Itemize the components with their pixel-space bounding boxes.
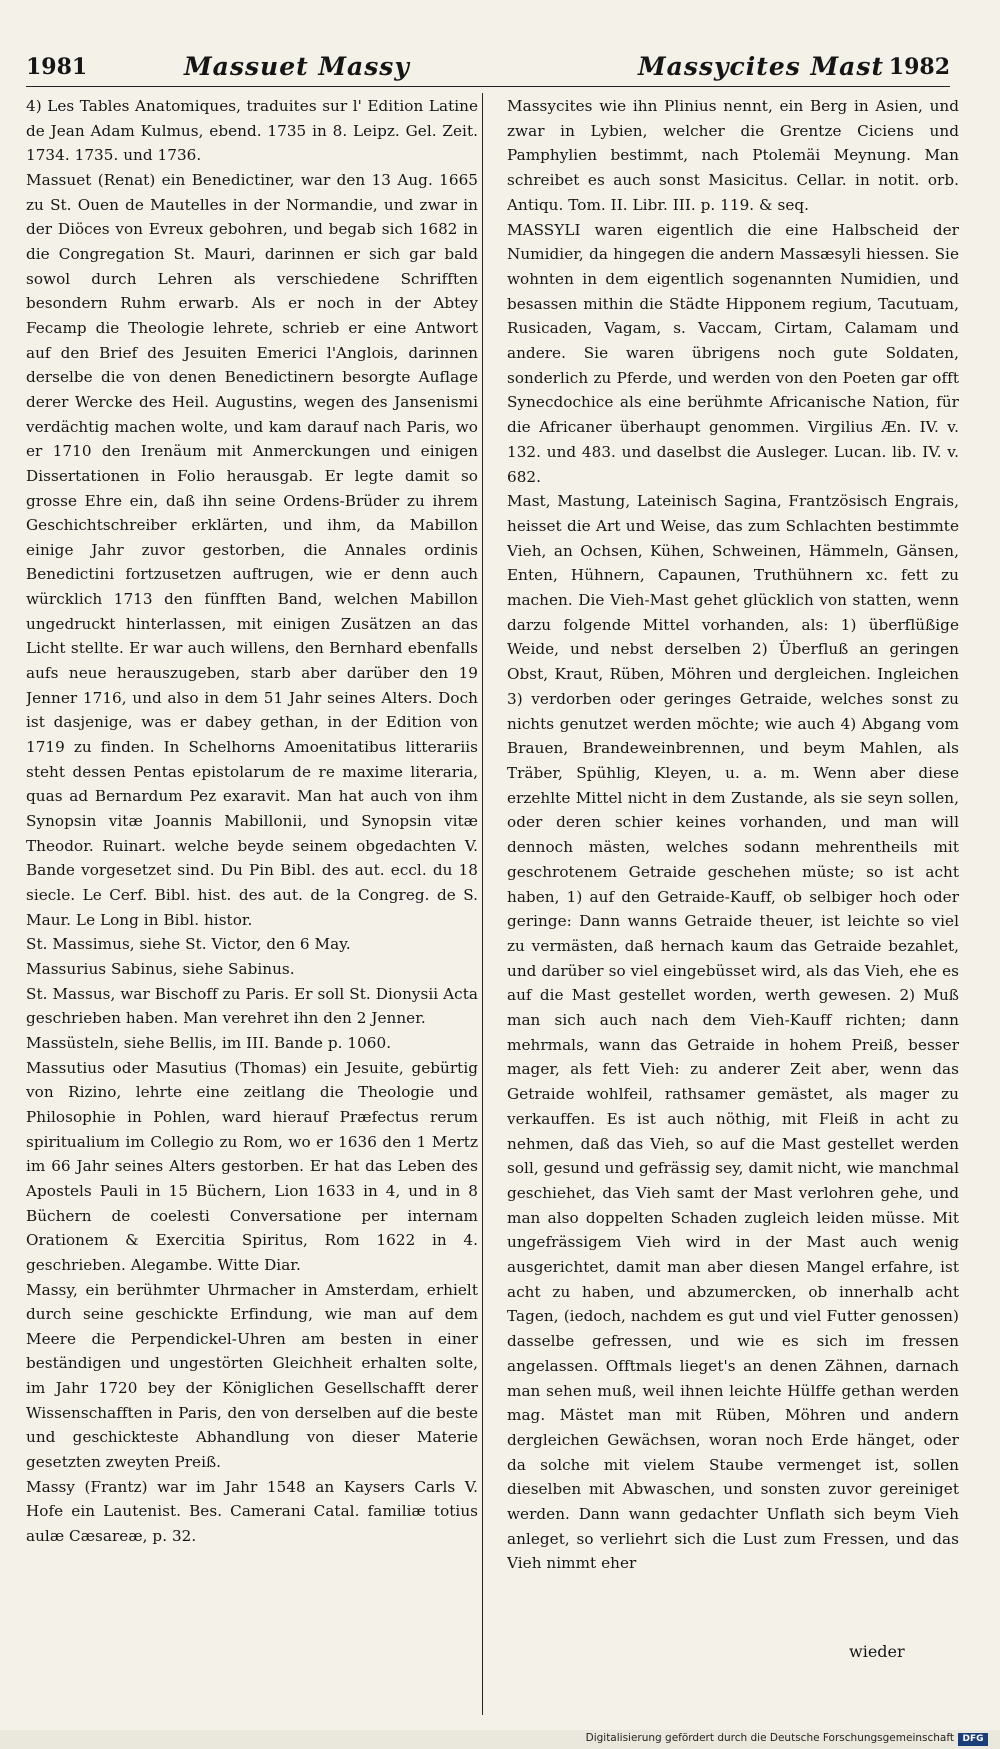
left-column xyxy=(26,94,478,1549)
footer-credit: Digitalisierung gefördert durch die Deutsche Forschungsgemeinschaft xyxy=(585,1732,954,1744)
header-rule xyxy=(26,86,950,87)
page-number-right: 1982 xyxy=(888,54,950,80)
page-number-left: 1981 xyxy=(26,54,88,80)
catchword: wieder xyxy=(849,1642,905,1661)
entry-mast: Mast, Mastung, Lateinisch Sagina, Frantzösisch Engrais, heisset die Art und Weise, das zum Schlachten bestimmte Vieh, an Ochsen, Kühen, Schweinen, Hämmeln, Gänsen, Enten, Hühnern, Capaunen, Truthühnern xc. fett zu machen. Die Vieh-Mast gehet glücklich von statten, wenn darzu folgende Mittel vorhanden, als: 1) überflüßige Weide, und nebst derselben 2) Überfluß an geringen Obst, Kraut, Rüben, Möhren und dergleichen. Ingleichen 3) verdorben oder geringes Getraide, welches sonst zu nichts genutzet werden möchte; wie auch 4) Abgang vom Brauen, Brandeweinbrennen, und beym Mahlen, als Träber, Spühlig, Kleyen, u. a. m. Wenn aber diese erzehlte Mittel nicht in dem Zustande, als sie seyn sollen, oder deren schier keines vorhanden, und man will dennoch mästen, welches sodann mehrentheils mit geschrotenem Getraide geschehen müste; so ist acht haben, 1) auf den Getraide-Kauff, ob selbiger hoch oder geringe: Dann wanns Getraide theuer, ist leichte so viel zu vermästen, daß hernach kaum das Getraide bezahlet, und darüber so viel eingebüsset wird, als das Vieh, ehe es auf die Mast gestellet worden, werth gewesen. 2) Muß man sich auch nach dem Vieh-Kauff richten; dann mehrmals, wann das Getraide in hohem Preiß, besser mager, als fett Vieh: zu anderer Zeit aber, wenn das Getraide wohlfeil, rathsamer gemästet, als mager zu verkauffen. Es ist auch nöthig, mit Fleiß in acht zu nehmen, daß das Vieh, so auf die Mast gestellet werden soll, gesund und gefrässig sey, damit nicht, wie manchmal geschiehet, das Vieh samt der Mast verlohren gehe, und man also doppelten Schaden zugleich leiden müsse. Mit ungefrässigem Vieh wird in der Mast auch wenig ausgerichtet, damit man aber diesen Mangel erfahre, ist acht zu haben, und abzumercken, ob innerhalb acht Tagen, (iedoch, nachdem es gut und viel Futter genossen) dasselbe gefressen, und wie es sich im fressen angelassen. Offtmals lieget's an denen Zähnen, darnach man sehen muß, weil ihnen leichte Hülffe gethan werden mag. Mästet man mit Rüben, Möhren und andern dergleichen Gewächsen, woran noch Erde hänget, oder da solche mit vielem Staube vermenget ist, sollen dieselben mit Abwaschen, und sonsten zuvor gereiniget werden. Dann wann gedachter Unflath sich beym Vieh anleget, so verliehrt sich die Lust zum Fressen, und das Vieh nimmt eher xyxy=(507,492,959,1573)
right-column xyxy=(507,94,959,1576)
entry-tables-anatomiques: 4) Les Tables Anatomiques, traduites sur l' Edition Latine de Jean Adam Kulmus, ebend. 1735 in 8. Leipz. Gel. Zeit. 1734. 1735. und 1736. xyxy=(26,97,478,165)
page-header xyxy=(26,50,950,86)
entry-st-massimus: St. Massimus, siehe St. Victor, den 6 May. xyxy=(26,935,351,954)
entry-massuesteln: Massüsteln, siehe Bellis, im III. Bande p. 1060. xyxy=(26,1033,392,1052)
dfg-logo: DFG xyxy=(958,1733,988,1746)
entry-massuet: Massuet (Renat) ein Benedictiner, war den 13 Aug. 1665 zu St. Ouen de Mautelles in der Normandie, und zwar in der Diöces von Evreux gebohren, und begab sich 1682 in die Congregation St. Mauri, darinnen er sich gar bald sowol durch Lehren als verschiedene Schrifften besondern Ruhm erwarb. Als er noch in der Abtey Fecamp die Theologie lehrete, schrieb er eine Antwort auf den Brief des Jesuiten Emerici l'Anglois, darinnen derselbe die von denen Benedictinern besorgte Auflage derer Wercke des Heil. Augustins, wegen des Jansenismi verdächtig machen wolte, und kam darauf nach Paris, wo er 1710 den Irenäum mit Anmerckungen und einigen Dissertationen in Folio herausgab. Er legte damit so grosse Ehre ein, daß ihn seine Ordens-Brüder zu ihrem Geschichtschreiber erklärten, und ihm, da Mabillon einige Jahr zuvor gestorben, die Annales ordinis Benedictini fortzusetzen auftrugen, wie er denn auch würcklich 1713 den fünfften Band, welchen Mabillon ungedruckt hinterlassen, mit einigen Zusätzen an das Licht stellte. Er war auch willens, den Bernhard ebenfalls aufs neue herauszugeben, starb aber darüber den 19 Jenner 1716, und also in dem 51 Jahr seines Alters. Doch ist dasjenige, was er dabey gethan, in der Edition von 1719 zu finden. In Schelhorns Amoenitatibus litterariis steht dessen Pentas epistolarum de re maxime literaria, quas ad Bernardum Pez exaravit. Man hat auch von ihm Synopsin vitæ Joannis Mabillonii, und Synopsin vitæ Theodor. Ruinart. welche beyde seinem obgedachten V. Bande vorgesetzet sind. Du Pin Bibl. des aut. eccl. du 18 siecle. Le Cerf. Bibl. hist. des aut. de la Congreg. de S. Maur. Le Long in Bibl. histor. xyxy=(26,170,478,929)
running-head-right: Massycites Mast xyxy=(638,52,884,81)
entry-massy-frantz: Massy (Frantz) war im Jahr 1548 an Kaysers Carls V. Hofe ein Lautenist. Bes. Camerani Catal. familiæ totius aulæ Cæsareæ, p. 32. xyxy=(26,1477,478,1546)
entry-massyli: MASSYLI waren eigentlich die eine Halbscheid der Numidier, da hingegen die andern Massæsyli hiessen. Sie wohnten in dem eigentlich sogenannten Numidien, und besassen mithin die Städte Hipponem regium, Tacutuam, Rusicaden, Vagam, s. Vaccam, Cirtam, Calamam und andere. Sie waren übrigens noch gute Soldaten, sonderlich zu Pferde, und werden von den Poeten gar offt Synecdochice als eine berühmte Africanische Nation, für die Africaner überhaupt genommen. Virgilius Æn. IV. v. 132. und 483. und daselbst die Ausleger. Lucan. lib. IV. v. 682. xyxy=(507,220,959,486)
entry-st-massus: St. Massus, war Bischoff zu Paris. Er soll St. Dionysii Acta geschrieben haben. Man verehret ihn den 2 Jenner. xyxy=(26,984,478,1028)
entry-massy-uhrmacher: Massy, ein berühmter Uhrmacher in Amsterdam, erhielt durch seine geschickte Erfindung, wie man auf dem Meere die Perpendickel-Uhren am besten in einer beständigen und ungestörten Gleichheit erhalten solte, im Jahr 1720 bey der Königlichen Gesellschafft derer Wissenschafften in Paris, den von derselben auf die beste und geschickteste Abhandlung von dieser Materie gesetzten zweyten Preiß. xyxy=(26,1280,478,1472)
entry-massurius-sabinus: Massurius Sabinus, siehe Sabinus. xyxy=(26,959,295,978)
digitization-footer xyxy=(0,1730,1000,1749)
running-head-left: Massuet Massy xyxy=(184,52,410,81)
entry-massutius: Massutius oder Masutius (Thomas) ein Jesuite, gebürtig von Rizino, lehrte eine zeitlang die Theologie und Philosophie in Pohlen, ward hierauf Præfectus rerum spiritualium im Collegio zu Rom, wo er 1636 den 1 Mertz im 66 Jahr seines Alters gestorben. Er hat das Leben des Apostels Pauli in 15 Büchern, Lion 1633 in 4, und in 8 Büchern de coelesti Conversatione per internam Orationem & Exercitia Spiritus, Rom 1622 in 4. geschrieben. Alegambe. Witte Diar. xyxy=(26,1058,478,1274)
entry-massycites: Massycites wie ihn Plinius nennt, ein Berg in Asien, und zwar in Lybien, welcher die Grentze Ciciens und Pamphylien bestimmt, nach Ptolemäi Meynung. Man schreibet es auch sonst Masicitus. Cellar. in notit. orb. Antiqu. Tom. II. Libr. III. p. 119. & seq. xyxy=(507,97,959,214)
column-divider xyxy=(482,93,483,1715)
